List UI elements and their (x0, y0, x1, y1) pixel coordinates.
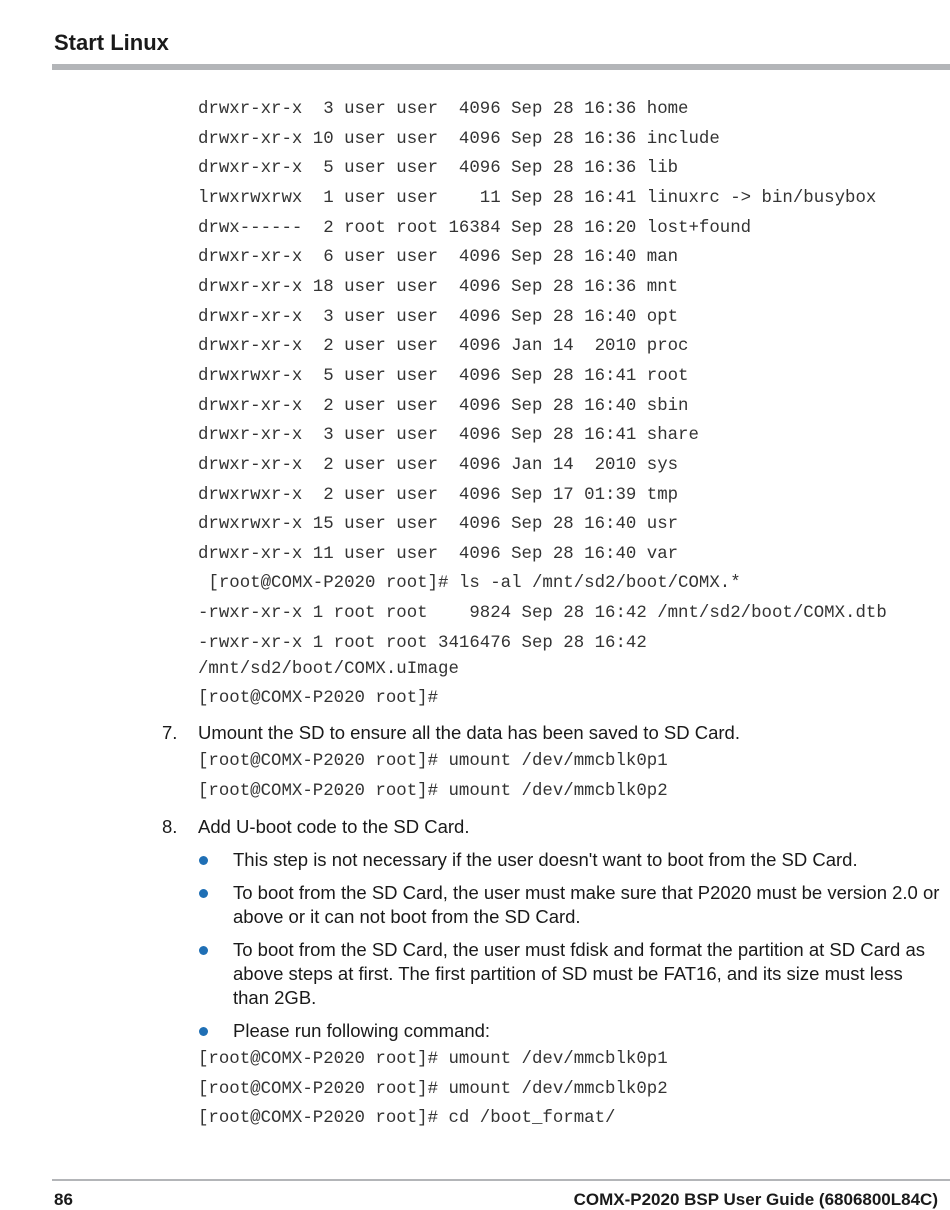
bullet-text: To boot from the SD Card, the user must make sure that P2020 must be version 2.0 or above or it can not boot from the SD Card. (233, 882, 940, 927)
bullet-text: This step is not necessary if the user doesn't want to boot from the SD Card. (233, 849, 858, 870)
command-line: [root@COMX-P2020 root]# (198, 689, 439, 708)
listing-line: drwxr-xr-x 3 user user 4096 Sep 28 16:40 opt (198, 308, 679, 327)
listing-line: drwx------ 2 root root 16384 Sep 28 16:20 lost+found (198, 219, 752, 238)
listing-line: drwxr-xr-x 5 user user 4096 Sep 28 16:36 lib (198, 159, 679, 178)
section-title: Start Linux (54, 30, 169, 55)
listing-line: drwxr-xr-x 6 user user 4096 Sep 28 16:40 man (198, 248, 679, 267)
bullet-dot (199, 946, 208, 955)
listing-line: drwxr-xr-x 18 user user 4096 Sep 28 16:36 mnt (198, 278, 679, 297)
command-line: [root@COMX-P2020 root]# umount /dev/mmcblk0p2 (198, 1080, 668, 1099)
listing-line: -rwxr-xr-x 1 root root 9824 Sep 28 16:42 /mnt/sd2/boot/COMX.dtb (198, 604, 887, 623)
command-line: [root@COMX-P2020 root]# cd /boot_format/ (198, 1109, 616, 1128)
step-number: 7. (162, 722, 178, 743)
bullet-dot (199, 856, 208, 865)
listing-line: drwxr-xr-x 11 user user 4096 Sep 28 16:40 var (198, 545, 679, 564)
listing-line: drwxr-xr-x 3 user user 4096 Sep 28 16:41 share (198, 426, 699, 445)
listing-line: drwxr-xr-x 2 user user 4096 Jan 14 2010 sys (198, 456, 679, 475)
listing-line: -rwxr-xr-x 1 root root 3416476 Sep 28 16:42 (198, 634, 647, 653)
command-line: [root@COMX-P2020 root]# ls -al /mnt/sd2/boot/COMX.* (198, 574, 741, 593)
step-number: 8. (162, 816, 178, 837)
listing-line: drwxrwxr-x 5 user user 4096 Sep 28 16:41 root (198, 367, 689, 386)
listing-line: drwxr-xr-x 3 user user 4096 Sep 28 16:36 home (198, 100, 689, 119)
listing-line: drwxrwxr-x 15 user user 4096 Sep 28 16:40 usr (198, 515, 679, 534)
command-line: [root@COMX-P2020 root]# umount /dev/mmcblk0p2 (198, 782, 668, 801)
listing-line: drwxr-xr-x 2 user user 4096 Jan 14 2010 proc (198, 337, 689, 356)
listing-line: drwxr-xr-x 2 user user 4096 Sep 28 16:40 sbin (198, 397, 689, 416)
bullet-text: Please run following command: (233, 1020, 491, 1041)
step-text: Umount the SD to ensure all the data has been saved to SD Card. (198, 722, 740, 743)
listing-line: /mnt/sd2/boot/COMX.uImage (198, 660, 459, 679)
listing-line: drwxrwxr-x 2 user user 4096 Sep 17 01:39 tmp (198, 486, 679, 505)
listing-line: drwxr-xr-x 10 user user 4096 Sep 28 16:36 include (198, 130, 720, 149)
document-title: COMX-P2020 BSP User Guide (6806800L84C) (573, 1190, 938, 1209)
footer-divider (52, 1179, 950, 1181)
command-line: [root@COMX-P2020 root]# umount /dev/mmcblk0p1 (198, 1050, 668, 1069)
bullet-dot (199, 889, 208, 898)
bullet-dot (199, 1027, 208, 1036)
page-number: 86 (54, 1190, 73, 1209)
listing-line: lrwxrwxrwx 1 user user 11 Sep 28 16:41 linuxrc -> bin/busybox (198, 189, 877, 208)
bullet-text: To boot from the SD Card, the user must fdisk and format the partition at SD Card as above steps at first. The first partition of SD must be FAT16, and its size must less than 2GB. (233, 939, 926, 1008)
header-divider (52, 64, 950, 70)
command-line: [root@COMX-P2020 root]# umount /dev/mmcblk0p1 (198, 752, 668, 771)
step-text: Add U-boot code to the SD Card. (198, 816, 470, 837)
